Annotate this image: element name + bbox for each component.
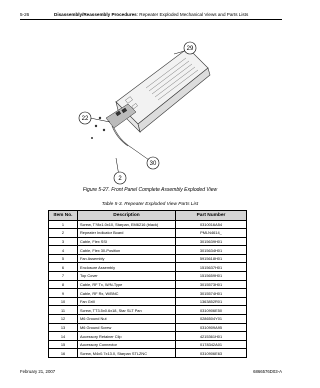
cell-part-number: 0310016A54 — [176, 220, 247, 229]
flex-cable — [112, 126, 132, 148]
cell-part-number: 5915618H01 — [176, 254, 247, 263]
cell-part-number: 3015639H01 — [176, 237, 247, 246]
callout-30 — [147, 157, 159, 169]
cell-description: Cable, Flex 30-Position — [78, 246, 176, 255]
cell-part-number: 4215361H01 — [176, 332, 247, 341]
cell-part-number: 1363852R01 — [176, 297, 247, 306]
cell-item-number: 1 — [49, 220, 78, 229]
cell-part-number: 3015574H01 — [176, 289, 247, 298]
cell-item-number: 3 — [49, 237, 78, 246]
callout-2 — [114, 172, 126, 184]
cell-item-number: 4 — [49, 246, 78, 255]
section-subtitle: : Repeater Exploded Mechanical Views and Parts Lists — [136, 12, 249, 17]
cell-item-number: 6 — [49, 263, 78, 272]
cell-description: Accessory Retainer Clip — [78, 332, 176, 341]
table-row — [49, 349, 247, 358]
table-body — [49, 220, 247, 358]
column-header-part-number: Part Number — [176, 211, 247, 221]
table-row — [49, 246, 247, 255]
table-row — [49, 306, 247, 315]
cell-part-number: 1515637H01 — [176, 263, 247, 272]
callout-22 — [79, 112, 91, 124]
cell-part-number: 3015573H01 — [176, 280, 247, 289]
cell-item-number: 12 — [49, 315, 78, 324]
footer-date: February 21, 2007 — [20, 369, 56, 374]
svg-text:22: 22 — [81, 116, 89, 123]
table-row — [49, 254, 247, 263]
cell-description: Enclosure Assembly — [78, 263, 176, 272]
table-row — [49, 340, 247, 349]
svg-text:2: 2 — [118, 176, 122, 183]
cell-description: Screw, T?8x1.0x10, Starpan, EM6216 (black) — [78, 220, 176, 229]
front-panel — [116, 48, 210, 132]
cell-part-number: 0286504Y01 — [176, 315, 247, 324]
cell-item-number: 10 — [49, 297, 78, 306]
table-row — [49, 263, 247, 272]
column-header-item: Item No. — [49, 211, 78, 221]
cell-item-number: 9 — [49, 289, 78, 298]
cell-description: M6 Ground Nut — [78, 315, 176, 324]
page-header — [20, 12, 282, 18]
table-row — [49, 332, 247, 341]
cell-item-number: 16 — [49, 349, 78, 358]
table-row — [49, 323, 247, 332]
cell-description: Screw, TT3.5x0.6x18, Star SLT Pan — [78, 306, 176, 315]
cell-part-number: PMLN4614_ — [176, 229, 247, 238]
table-row — [49, 272, 247, 281]
callout-29 — [184, 42, 196, 54]
cell-description: Repeater Indicator Board — [78, 229, 176, 238]
cell-item-number: 7 — [49, 272, 78, 281]
table-caption: Table 5-3. Repeater Exploded View Parts List — [101, 202, 199, 207]
column-header-description: Description — [78, 211, 176, 221]
cell-description: Accessory Connector — [78, 340, 176, 349]
cell-part-number: 1515659H01 — [176, 272, 247, 281]
cell-description: Top Cover — [78, 272, 176, 281]
svg-text:30: 30 — [149, 161, 157, 168]
table-row — [49, 229, 247, 238]
header-rule — [20, 19, 282, 20]
exploded-view-figure — [76, 40, 216, 185]
cell-description: Fan Grill — [78, 297, 176, 306]
section-title: Disassembly/Reassembly Procedures — [54, 12, 137, 17]
cell-description: Screw, M4x0.7x13.0, Starpan STLZNC — [78, 349, 176, 358]
cell-item-number: 13 — [49, 323, 78, 332]
cell-description: Cable, Flex SSI — [78, 237, 176, 246]
cell-part-number: 0310906E50 — [176, 306, 247, 315]
table-row — [49, 220, 247, 229]
cell-part-number: 3015634H01 — [176, 246, 247, 255]
svg-text:29: 29 — [186, 46, 194, 53]
cell-item-number: 5 — [49, 254, 78, 263]
cell-item-number: 8 — [49, 280, 78, 289]
cell-description: Cable, RF Rx, W/BNC — [78, 289, 176, 298]
table-row — [49, 289, 247, 298]
cell-description: M6 Ground Screw — [78, 323, 176, 332]
cell-item-number: 2 — [49, 229, 78, 238]
cell-part-number: 0310909A95 — [176, 323, 247, 332]
footer-doc-number: 6866576D03-A — [253, 369, 282, 374]
cell-part-number: 0310906E63 — [176, 349, 247, 358]
cell-item-number: 11 — [49, 306, 78, 315]
table-header-row — [49, 211, 247, 221]
table-row — [49, 237, 247, 246]
cell-description: Cable, RF Tx, W/N-Type — [78, 280, 176, 289]
cell-description: Fan Assembly — [78, 254, 176, 263]
cell-item-number: 15 — [49, 340, 78, 349]
parts-list-table — [48, 210, 247, 358]
table-row — [49, 297, 247, 306]
table-row — [49, 315, 247, 324]
cell-item-number: 14 — [49, 332, 78, 341]
figure-caption: Figure 5-27. Front Panel Complete Assembly Exploded View — [82, 187, 218, 193]
page-number: 5-26 — [20, 12, 30, 17]
screws — [91, 117, 105, 139]
cell-part-number: 0178342A01 — [176, 340, 247, 349]
table-row — [49, 280, 247, 289]
